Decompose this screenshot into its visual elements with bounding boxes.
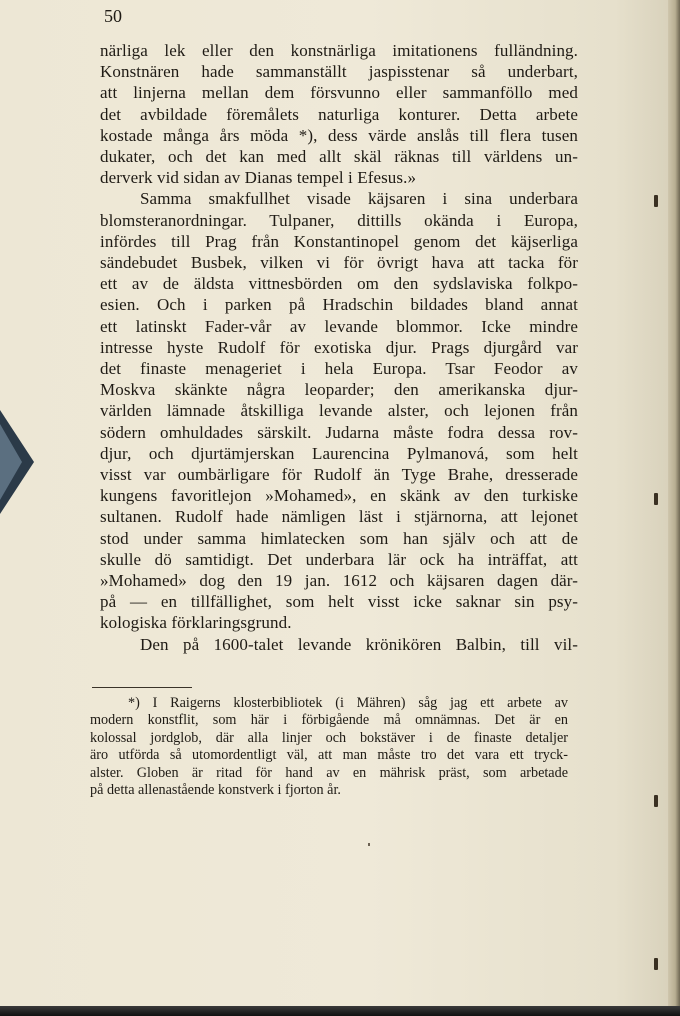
body-line: kostade många års möda *), dess värde anslås till flera tusen	[100, 125, 578, 145]
body-line: att linjerna mellan dem försvunno eller sammanföllo med	[100, 83, 578, 103]
body-line: närliga lek eller den konstnärliga imitationens fulländning.	[100, 41, 578, 60]
margin-mark	[654, 493, 658, 505]
page-number: 50	[104, 6, 122, 26]
body-line: det finaste menageriet i hela Europa. Tsar Feodor av	[100, 359, 578, 379]
body-line: sultanen. Rudolf hade nämligen läst i stjärnorna, att lejonet	[100, 507, 578, 527]
margin-mark	[654, 195, 658, 207]
binding-tab-highlight	[0, 424, 22, 500]
paper-speck	[368, 843, 370, 846]
body-line: Konstnären hade sammanställt jaspisstenar så underbart,	[100, 62, 578, 82]
margin-mark	[654, 958, 658, 970]
body-line: esien. Och i parken på Hradschin bildades bland annat	[100, 295, 578, 315]
body-line: »Mohamed» dog den 19 jan. 1612 och käjsaren dagen där-	[100, 571, 578, 591]
body-line: ett av de äldsta vittnesbörden om den sydslaviska folkpo-	[100, 274, 578, 294]
body-line: derverk vid sidan av Dianas tempel i Efesus.»	[100, 168, 417, 188]
body-line: infördes till Prag från Konstantinopel genom det käjserliga	[100, 231, 578, 251]
footnote-line: på detta allenastående konstverk i fjorton år.	[90, 782, 341, 799]
footnote-line: kolossal jordglob, där alla linjer och bokstäver i de finaste detaljer	[90, 729, 568, 746]
body-line: stod under samma himlatecken som han själv och att de	[100, 528, 578, 548]
footnote-line: alster. Globen är ritad för hand av en mährisk präst, som arbetade	[90, 764, 568, 781]
body-line: världen lämnade åtskilliga levande alster, och lejonen från	[100, 401, 578, 421]
body-line: på — en tillfällighet, som helt visst icke saknar sin psy-	[100, 592, 578, 612]
body-line: ett latinskt Fader-vår av levande blommor. Icke mindre	[100, 316, 578, 336]
body-line: södern omhuldades särskilt. Judarna måste fodra dessa rov-	[100, 422, 578, 442]
margin-mark	[654, 795, 658, 807]
body-line: dukater, och det kan med allt skäl räknas till världens un-	[100, 147, 578, 167]
footnote-line: *) I Raigerns klosterbibliotek (i Mähren) såg jag ett arbete av	[128, 695, 568, 711]
body-line: Moskva skänkte några leoparder; den amerikanska djur-	[100, 380, 578, 400]
body-line: kologiska förklaringsgrund.	[100, 613, 292, 633]
body-line: det avbildade föremålets naturliga konturer. Detta arbete	[100, 104, 578, 124]
body-line: intresse hyste Rudolf för exotiska djur. Prags djurgård var	[100, 337, 578, 357]
body-line: Den på 1600-talet levande krönikören Balbin, till vil-	[140, 634, 578, 654]
page-edge	[668, 0, 680, 1016]
footnote-divider	[92, 687, 192, 688]
body-line: kungens favoritlejon »Mohamed», en skänk av den turkiske	[100, 486, 578, 506]
body-line: Samma smakfullhet visade käjsaren i sina underbara	[140, 189, 578, 209]
footnote-line: modern konstflit, som här i förbigående må omnämnas. Det är en	[90, 712, 568, 729]
footnote	[90, 695, 568, 799]
footnote-line: äro utförda så utomordentligt väl, att man måste tro det vara ett tryck-	[90, 747, 568, 764]
body-line: sändebudet Busbek, vilken vi för övrigt hava att tacka för	[100, 253, 578, 273]
body-line: djur, och djurtämjerskan Laurencina Pylmanová, som helt	[100, 443, 578, 463]
page-bottom-edge	[0, 1006, 680, 1016]
body-text	[100, 40, 578, 655]
body-line: visst var oumbärligare för Rudolf än Tyge Brahe, dresserade	[100, 465, 578, 485]
body-line: blomsteranordningar. Tulpaner, dittills okända i Europa,	[100, 210, 578, 230]
body-line: skulle dö samtidigt. Det underbara lär ock ha inträffat, att	[100, 549, 578, 569]
